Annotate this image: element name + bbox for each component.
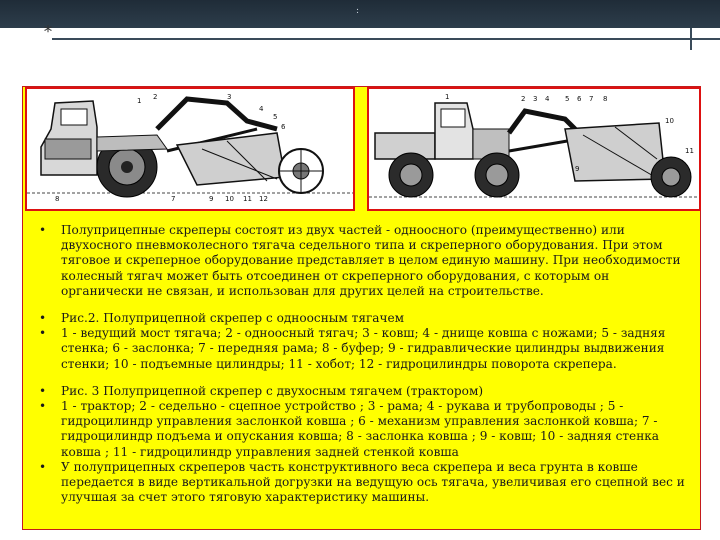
header-rule (52, 38, 720, 40)
svg-text:9: 9 (575, 165, 580, 173)
svg-text:4: 4 (545, 95, 550, 103)
bullet-item: • У полуприцепных скреперов часть конструктивного веса скрепера и веса грунта в ковше передается в виде вертикальной догрузки на ведущую ось тягача, увеличивая его сцепной вес и улучшая за счет этого тяговую характеристику машины. (33, 460, 695, 506)
svg-text:4: 4 (259, 105, 264, 113)
svg-text:1: 1 (445, 93, 450, 101)
scraper-single-axle-drawing (27, 89, 353, 209)
body-text (33, 223, 695, 517)
svg-text:11: 11 (243, 195, 252, 203)
svg-text:8: 8 (603, 95, 608, 103)
bullet-item: • Рис.2. Полуприцепной скрепер с одноосным тягачем (33, 311, 695, 326)
bullet-group-fig3 (33, 384, 695, 506)
bullet-group-intro (33, 223, 695, 299)
svg-text:5: 5 (565, 95, 570, 103)
svg-text:6: 6 (577, 95, 582, 103)
bullet-item: • 1 - трактор; 2 - седельно - сцепное устройство ; 3 - рама; 4 - рукава и трубопроводы ; 5 - гидроцилиндр управления заслонкой ковша ; 6 - механизм управления заслонкой ковша; 7 - гидроцилиндр подъема и опускания ковша; 8 - заслонка ковша ; 9 - ковш; 10 - задняя стенка ковша ; 11 - гидроцилиндр управления задней стенкой ковша (33, 399, 695, 460)
header-rule-vertical (690, 28, 692, 50)
scraper-two-axle-drawing (369, 89, 699, 209)
svg-text:3: 3 (533, 95, 538, 103)
title-bar (0, 0, 720, 28)
svg-text:1: 1 (137, 97, 142, 105)
svg-text:12: 12 (259, 195, 268, 203)
title-mark: : (356, 6, 360, 16)
bullet-group-fig2 (33, 311, 695, 372)
svg-text:10: 10 (665, 117, 674, 125)
svg-text:9: 9 (209, 195, 214, 203)
content-panel (22, 86, 701, 530)
figure-scraper-two-axle (367, 87, 701, 211)
svg-text:3: 3 (227, 93, 232, 101)
svg-text:8: 8 (55, 195, 60, 203)
svg-text:6: 6 (281, 123, 286, 131)
bullet-item: • 1 - ведущий мост тягача; 2 - одноосный тягач; 3 - ковш; 4 - днище ковша с ножами; 5 - задняя стенка; 6 - заслонка; 7 - передняя рама; 8 - буфер; 9 - гидравлические цилиндры выдвижения стенки; 10 - подъемные цилиндры; 11 - хобот; 12 - гидроцилиндры поворота скрепера. (33, 326, 695, 372)
svg-text:2: 2 (153, 93, 158, 101)
svg-text:11: 11 (685, 147, 694, 155)
svg-text:5: 5 (273, 113, 278, 121)
svg-text:7: 7 (589, 95, 594, 103)
bullet-item: • Полуприцепные скреперы состоят из двух частей - одноосного (преимущественно) или двухосного пневмоколесного тягача седельного типа и скреперного оборудования. При этом тяговое и скреперное оборудование представляет в целом единую машину. При необходимости колесный тягач может быть отсоединен от скреперного оборудования, с которым он органически не связан, и использован для других целей на строительстве. (33, 223, 695, 299)
figure-scraper-single-axle (25, 87, 355, 211)
bullet-item: • Рис. 3 Полуприцепной скрепер с двухосным тягачем (трактором) (33, 384, 695, 399)
svg-text:7: 7 (171, 195, 176, 203)
svg-text:10: 10 (225, 195, 234, 203)
corner-asterisk: * (44, 22, 52, 41)
svg-text:2: 2 (521, 95, 526, 103)
